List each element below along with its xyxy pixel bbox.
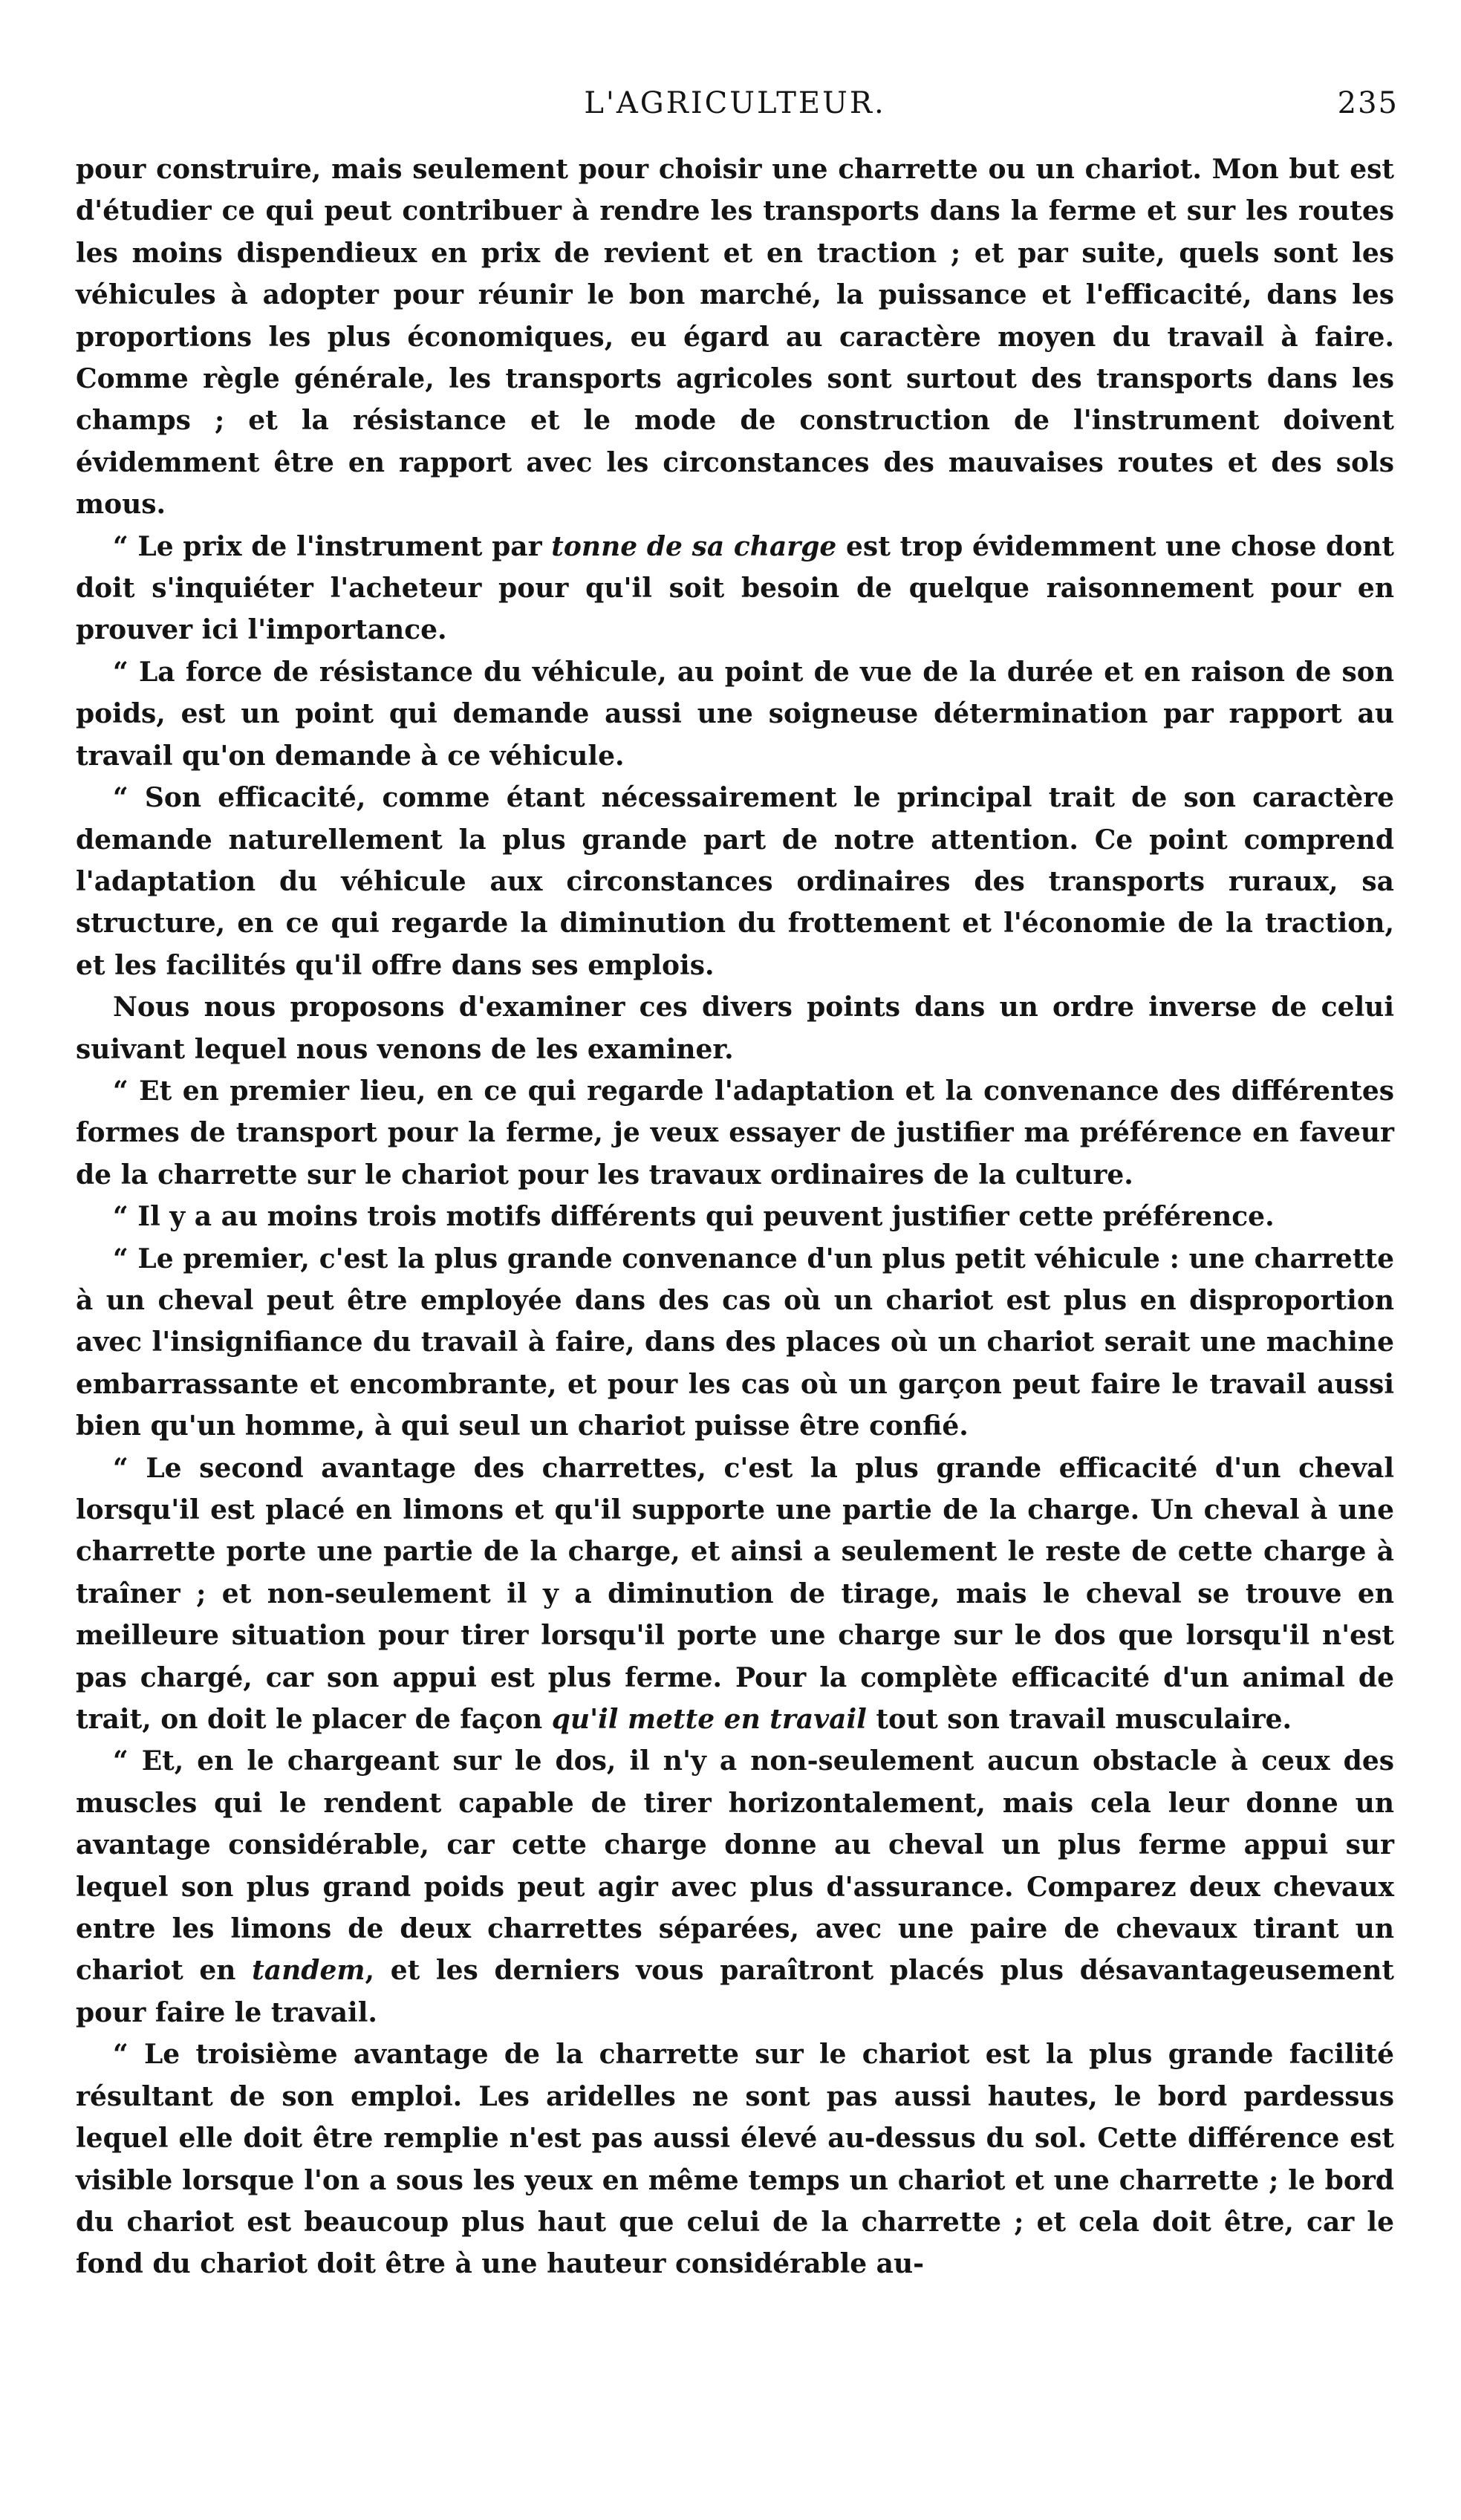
paragraph [76, 1238, 1394, 1448]
text-run: “ Et, en le chargeant sur le dos, il n'y a non-seulement aucun obstacle à ceux des muscles qui le rendent capable de tirer horizontalement, mais cela leur donne un avantage considérable, car cette charge donne au cheval un plus ferme appui sur lequel son plus grand poids peut agir avec plus d'assurance. Comparez deux chevaux entre les limons de deux charrettes séparées, avec une paire de chevaux tirant un chariot en [76, 1745, 1394, 1987]
text-run: “ Il y a au moins trois motifs différents qui peuvent justifier cette préférence. [113, 1201, 1275, 1233]
text-run: est trop évidemment une chose dont doit s'inquiéter l'acheteur pour qu'il soit besoin de quelque raisonnement pour en prouver ici l'importance. [76, 530, 1395, 646]
text-run: tout son travail musculaire. [866, 1704, 1292, 1736]
italic-text-run: tonne de sa charge [551, 530, 837, 562]
body-text [76, 149, 1394, 2285]
text-run: “ Son efficacité, comme étant nécessairement le principal trait de son caractère demande naturellement la plus grande part de notre attention. Ce point comprend l'adaptation du véhicule aux circonstances ordinaires des transports ruraux, sa structure, en ce qui regarde la diminution du frottement et l'économie de la traction, et les facilités qu'il offre dans ses emplois. [76, 782, 1394, 981]
paragraph [76, 986, 1394, 1070]
text-run: “ Le troisième avantage de la charrette sur le chariot est la plus grande facilité résultant de son emploi. Les aridelles ne sont pas aussi hautes, le bord pardessus lequel elle doit être remplie n'est pas aussi élevé au-dessus du sol. Cette différence est visible lorsque l'on a sous les yeux en même temps un chariot et une charrette ; le bord du chariot est beaucoup plus haut que celui de la charrette ; et cela doit être, car le fond du chariot doit être à une hauteur considérable au- [76, 2039, 1394, 2280]
paragraph [76, 2034, 1394, 2285]
italic-text-run: tandem [252, 1955, 365, 1987]
paragraph [76, 526, 1394, 651]
paragraph [76, 777, 1394, 986]
running-head [76, 83, 1399, 135]
page-number: 235 [1337, 86, 1399, 120]
paragraph [76, 1448, 1394, 1741]
text-run: “ Et en premier lieu, en ce qui regarde l'adaptation et la convenance des différentes formes de transport pour la ferme, je veux essayer de justifier ma préférence en faveur de la charrette sur le chariot pour les travaux ordinaires de la culture. [76, 1075, 1394, 1191]
text-run: “ La force de résistance du véhicule, au point de vue de la durée et en raison de son poids, est un point qui demande aussi une soigneuse détermination par rapport au travail qu'on demande à ce véhicule. [76, 656, 1394, 772]
paragraph [76, 651, 1394, 777]
text-run: , et les derniers vous paraîtront placés plus désavantageusement pour faire le travail. [76, 1955, 1394, 2028]
paragraph [76, 1196, 1394, 1237]
paragraph [76, 1070, 1394, 1196]
text-run: Nous nous proposons d'examiner ces divers points dans un ordre inverse de celui suivant lequel nous venons de les examiner. [76, 992, 1394, 1065]
text-run: “ Le premier, c'est la plus grande convenance d'un plus petit véhicule : une charrette à un cheval peut être employée dans des cas où un chariot est plus en disproportion avec l'insignifiance du travail à faire, dans des places où un chariot serait une machine embarrassante et encombrante, et pour les cas où un garçon peut faire le travail aussi bien qu'un homme, à qui seul un chariot puisse être confié. [76, 1243, 1394, 1442]
running-title: L'AGRICULTEUR. [584, 86, 886, 120]
paragraph [76, 149, 1394, 526]
book-page [76, 83, 1399, 2285]
text-run: “ Le prix de l'instrument par [113, 530, 552, 562]
italic-text-run: qu'il mette en travail [551, 1704, 867, 1736]
text-run: “ Le second avantage des charrettes, c'est la plus grande efficacité d'un cheval lorsqu'il est placé en limons et qu'il supporte une partie de la charge. Un cheval à une charrette porte une partie de la charge, et ainsi a seulement le reste de cette charge à traîner ; et non-seulement il y a diminution de tirage, mais le cheval se trouve en meilleure situation pour tirer lorsqu'il porte une charge sur le dos que lorsqu'il n'est pas chargé, car son appui est plus ferme. Pour la complète efficacité d'un animal de trait, on doit le placer de façon [76, 1452, 1394, 1736]
text-run: pour construire, mais seulement pour choisir une charrette ou un chariot. Mon but est d'étudier ce qui peut contribuer à rendre les transports dans la ferme et sur les routes les moins dispendieux en prix de revient et en traction ; et par suite, quels sont les véhicules à adopter pour réunir le bon marché, la puissance et l'efficacité, dans les proportions les plus économiques, eu égard au caractère moyen du travail à faire. Comme règle générale, les transports agricoles sont surtout des transports dans les champs ; et la résistance et le mode de construction de l'instrument doivent évidemment être en rapport avec les circonstances des mauvaises routes et des sols mous. [76, 154, 1394, 521]
paragraph [76, 1740, 1394, 2034]
